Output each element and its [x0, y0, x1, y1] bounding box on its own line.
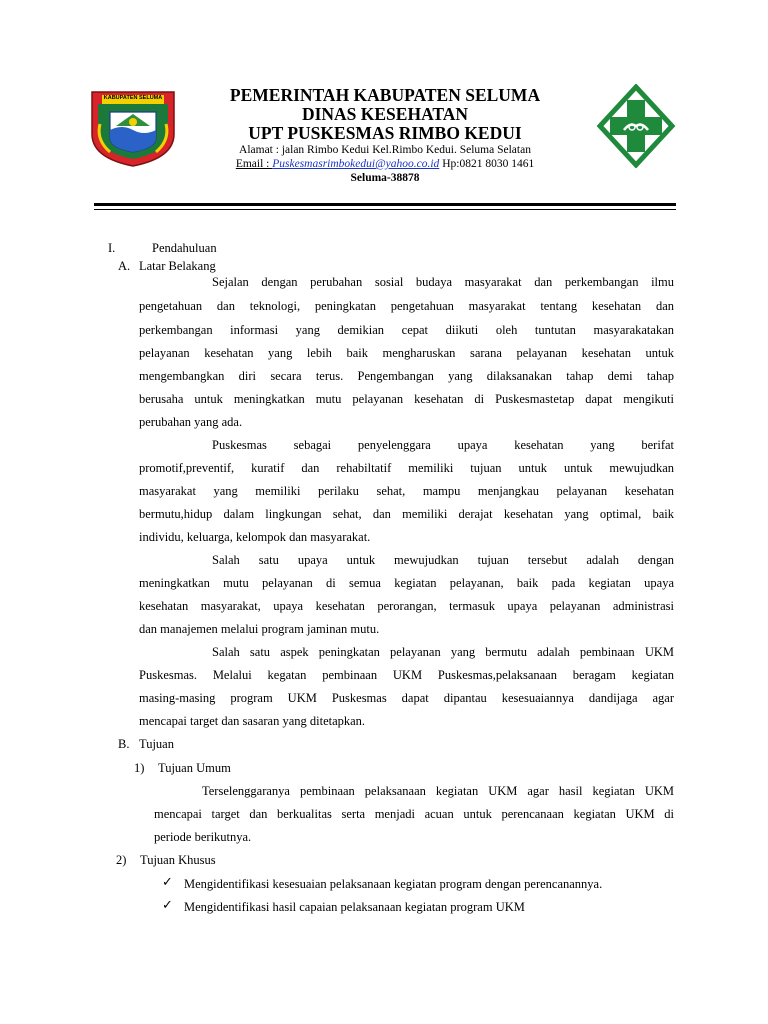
emblem-banner-text: KABUPATEN SELUMA — [103, 95, 163, 101]
paragraph-line: kesehatan masyarakat, upaya kesehatan perorangan, termasuk upaya pelayanan administrasi — [139, 599, 674, 613]
paragraph-line: Puskesmas. Melalui kegatan pembinaan UKM Puskesmas,pelaksanaan beragam kegiatan — [139, 668, 674, 682]
government-title: PEMERINTAH KABUPATEN SELUMA — [229, 85, 541, 105]
email-link[interactable]: Puskesmasrimbokedui@yahoo.co.id — [272, 158, 440, 170]
paragraph-line: periode berikutnya. — [154, 830, 252, 844]
checkmark-icon: ✓ — [162, 898, 173, 913]
paragraph-line: mengembangkan diri secara terus. Pengembangan yang dilaksanakan tahap demi tahap — [139, 369, 674, 383]
address-line: Alamat : jalan Rimbo Kedui Kel.Rimbo Kedui. Seluma Selatan — [239, 144, 531, 156]
letterhead-divider-thick — [94, 203, 676, 206]
email-label: Email : — [235, 158, 273, 170]
paragraph-line: berusaha untuk meningkatkan mutu pelayanan kesehatan di Puskesmastetap dapat mengikuti — [139, 392, 674, 406]
paragraph-line: pelayanan kesehatan yang lebih baik mengharuskan sarana pelayanan kesehatan untuk — [139, 346, 674, 360]
paragraph-line: Sejalan dengan perubahan sosial budaya masyarakat dan perkembangan ilmu — [212, 275, 674, 289]
list-item: Mengidentifikasi kesesuaian pelaksanaan kegiatan program dengan perencanannya. — [184, 877, 603, 891]
letterhead-text — [190, 86, 580, 185]
paragraph-line: promotif,preventif, kuratif dan rehabiltatif memiliki tujuan untuk untuk mewujudkan — [139, 461, 674, 475]
paragraph-line: Salah satu aspek peningkatan pelayanan yang bermutu adalah pembinaan UKM — [212, 645, 674, 659]
section-title: Pendahuluan — [152, 241, 217, 255]
section-number: I. — [108, 241, 116, 255]
paragraph-line: pengetahuan dan teknologi, peningkatan pengetahuan masyarakat tentang kesehatan dan — [139, 299, 674, 313]
paragraph-line: Salah satu upaya untuk mewujudkan tujuan tersebut adalah dengan — [212, 553, 674, 567]
item-title: Tujuan Umum — [158, 761, 231, 775]
paragraph-line: dan manajemen melalui program jaminan mutu. — [139, 622, 380, 636]
paragraph-line: individu, keluarga, kelompok dan masyarakat. — [139, 530, 371, 544]
subsection-title: Tujuan — [139, 737, 174, 751]
puskesmas-title: UPT PUSKESMAS RIMBO KEDUI — [248, 123, 522, 143]
paragraph-line: mencapai target dan berkualitas serta menjadi acuan untuk perencanaan kegiatan UKM di — [154, 807, 674, 821]
item-number: 1) — [134, 761, 145, 775]
paragraph-line: meningkatkan mutu pelayanan di semua kegiatan pelayanan, baik pada kegiatan upaya — [139, 576, 674, 590]
item-title: Tujuan Khusus — [140, 853, 216, 867]
list-item: Mengidentifikasi hasil capaian pelaksanaan kegiatan program UKM — [184, 900, 525, 914]
paragraph-line: bermutu,hidup dalam lingkungan sehat, dan memiliki derajat kesehatan yang optimal, baik — [139, 507, 674, 521]
letterhead-divider-thin — [94, 209, 676, 210]
paragraph-line: mencapai target dan sasaran yang ditetapkan. — [139, 714, 366, 728]
phone-number: Hp:0821 8030 1461 — [439, 158, 535, 170]
item-number: 2) — [116, 853, 127, 867]
paragraph-line: masing-masing program UKM Puskesmas dapat dipantau kesesuaiannya dandijaga agar — [139, 691, 674, 705]
contact-line — [190, 157, 580, 171]
checkmark-icon: ✓ — [162, 875, 173, 890]
paragraph-line: masyarakat yang memiliki perilaku sehat, mampu menjangkau pelayanan kesehatan — [139, 484, 674, 498]
department-title: DINAS KESEHATAN — [301, 104, 469, 124]
subsection-number: B. — [118, 737, 130, 751]
paragraph-line: perkembangan informasi yang demikian cepat diikuti oleh tuntutan masyarakatakan — [139, 323, 674, 337]
subsection-number: A. — [118, 259, 131, 273]
subsection-title: Latar Belakang — [139, 259, 216, 273]
paragraph-line: Terselenggaranya pembinaan pelaksanaan kegiatan UKM agar hasil kegiatan UKM — [202, 784, 674, 798]
puskesmas-logo — [596, 84, 676, 168]
postcode: Seluma-38878 — [350, 172, 420, 184]
paragraph-line: Puskesmas sebagai penyelenggara upaya kesehatan yang berifat — [212, 438, 674, 452]
paragraph-line: perubahan yang ada. — [139, 415, 243, 429]
